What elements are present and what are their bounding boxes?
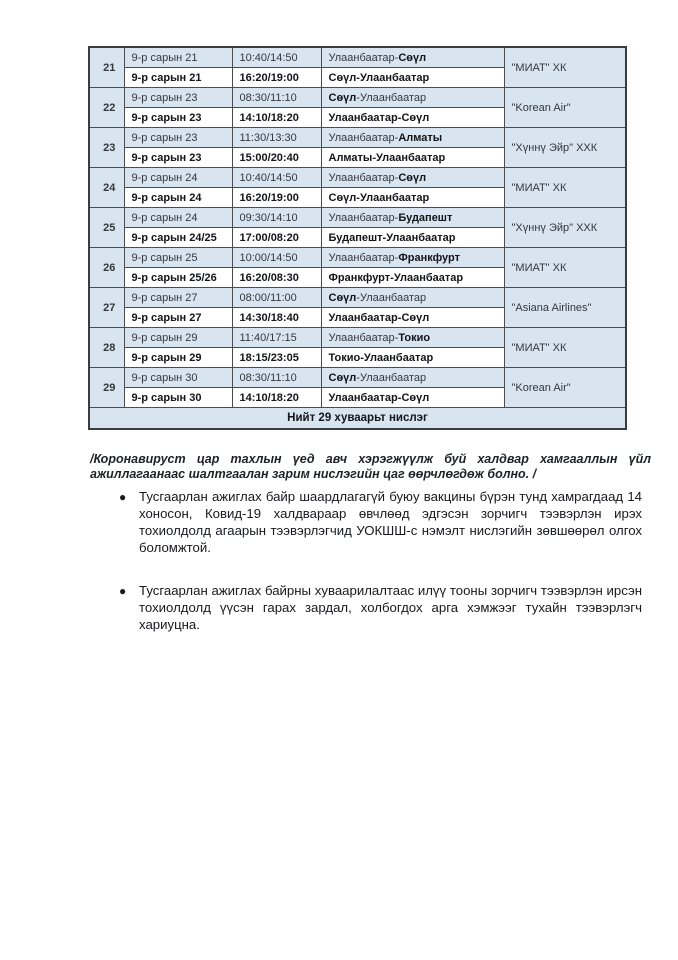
time-cell: 08:00/11:00	[232, 288, 321, 308]
bullet-text: Тусгаарлан ажиглах байрны хуваарилалтаас илүү тооны зорчигч тээвэрлэн ирсэн тохиолдолд үүсэн гарах зардал, холбогдох арга хэмжээг тухайн тээвэрлэгч хариуцна.	[139, 583, 642, 632]
route-city-bold: Алматы	[398, 131, 443, 144]
list-item	[119, 582, 642, 633]
bullet-text: Тусгаарлан ажиглах байр шаардлагагүй буюу вакцины бүрэн тунд хамрагдаад 14 хоносон, Ковид-19 халдвараар өвчлөөд эдгэсэн зорчигч тээвэрлэн ирэх тохиолдолд агаарын тээвэрлэгчид УОКШШ-с нэмэлт нислэгийн зөвшөөрөл олгох боломжтой.	[139, 489, 642, 555]
route-city: -Улаанбаатар	[356, 91, 427, 104]
airline-cell: "МИАТ" ХК	[504, 248, 626, 288]
date-cell: 9-р сарын 23	[124, 88, 232, 108]
airline-cell: "МИАТ" ХК	[504, 328, 626, 368]
airline-cell: "Хүннү Эйр" ХХК	[504, 208, 626, 248]
time-cell: 10:40/14:50	[232, 47, 321, 68]
route-city-bold: Улаанбаатар-	[328, 111, 402, 124]
route-city-bold: Токио	[398, 331, 431, 344]
bullet-icon: ●	[119, 490, 127, 504]
route-city-bold: Алматы	[328, 151, 373, 164]
route-city: Улаанбаатар-	[328, 131, 399, 144]
route-cell	[321, 228, 504, 248]
date-cell: 9-р сарын 27	[124, 288, 232, 308]
flight-schedule-table	[88, 46, 627, 430]
total-flights-label: Нийт 29 хуваарьт нислэг	[89, 408, 626, 430]
route-cell	[321, 308, 504, 328]
flight-row-outbound	[89, 248, 626, 268]
route-city-bold: Улаанбаатар-	[328, 311, 402, 324]
row-number-cell: 21	[89, 47, 124, 88]
flight-row-outbound	[89, 168, 626, 188]
route-city-bold: Сөүл	[398, 51, 427, 64]
airline-cell: "Хүннү Эйр" ХХК	[504, 128, 626, 168]
airline-cell: "МИАТ" ХК	[504, 47, 626, 88]
date-cell: 9-р сарын 23	[124, 128, 232, 148]
time-cell: 11:40/17:15	[232, 328, 321, 348]
airline-cell: "Asiana Airlines"	[504, 288, 626, 328]
flight-table-body	[89, 47, 626, 408]
flight-row-outbound	[89, 288, 626, 308]
route-city: Улаанбаатар-	[328, 331, 399, 344]
route-cell	[321, 128, 504, 148]
date-cell: 9-р сарын 25/26	[124, 268, 232, 288]
route-city-bold: -Улаанбаатар	[382, 231, 456, 244]
date-cell: 9-р сарын 24	[124, 168, 232, 188]
date-cell: 9-р сарын 24	[124, 188, 232, 208]
time-cell: 14:30/18:40	[232, 308, 321, 328]
time-cell: 17:00/08:20	[232, 228, 321, 248]
date-cell: 9-р сарын 29	[124, 328, 232, 348]
time-cell: 14:10/18:20	[232, 388, 321, 408]
date-cell: 9-р сарын 21	[124, 68, 232, 88]
route-city: -Улаанбаатар	[356, 371, 427, 384]
route-city-bold: Сөүл	[328, 91, 357, 104]
route-cell	[321, 248, 504, 268]
date-cell: 9-р сарын 30	[124, 368, 232, 388]
route-cell	[321, 208, 504, 228]
time-cell: 10:00/14:50	[232, 248, 321, 268]
flight-row-outbound	[89, 47, 626, 68]
date-cell: 9-р сарын 30	[124, 388, 232, 408]
route-city: Улаанбаатар-	[328, 211, 399, 224]
flight-row-outbound	[89, 128, 626, 148]
date-cell: 9-р сарын 23	[124, 108, 232, 128]
time-cell: 15:00/20:40	[232, 148, 321, 168]
date-cell: 9-р сарын 27	[124, 308, 232, 328]
flight-row-outbound	[89, 328, 626, 348]
route-cell	[321, 388, 504, 408]
route-cell	[321, 68, 504, 88]
route-cell	[321, 108, 504, 128]
route-city-bold: Сөүл	[328, 291, 357, 304]
route-city-bold: Сөүл	[328, 71, 357, 84]
table-footer-row	[89, 408, 626, 430]
row-number-cell: 27	[89, 288, 124, 328]
time-cell: 08:30/11:10	[232, 88, 321, 108]
conditions-list	[119, 488, 642, 659]
route-city-bold: Будапешт	[328, 231, 383, 244]
row-number-cell: 29	[89, 368, 124, 408]
date-cell: 9-р сарын 24	[124, 208, 232, 228]
route-cell	[321, 328, 504, 348]
row-number-cell: 22	[89, 88, 124, 128]
route-city-bold: Сөүл	[328, 371, 357, 384]
route-city: Улаанбаатар-	[328, 171, 399, 184]
airline-cell: "Korean Air"	[504, 368, 626, 408]
route-cell	[321, 368, 504, 388]
time-cell: 10:40/14:50	[232, 168, 321, 188]
route-city: -Улаанбаатар	[356, 291, 427, 304]
date-cell: 9-р сарын 23	[124, 148, 232, 168]
route-cell	[321, 348, 504, 368]
row-number-cell: 24	[89, 168, 124, 208]
date-cell: 9-р сарын 29	[124, 348, 232, 368]
schedule-change-note: /Коронавируст цар тахлын үед авч хэрэгжүүлж буй халдвар хамгааллын үйл ажиллагаанаас шалтгаалан зарим нислэгийн цаг өөрчлөгдөж болно. /	[90, 451, 651, 481]
route-cell	[321, 47, 504, 68]
flight-row-outbound	[89, 88, 626, 108]
list-item	[119, 488, 642, 556]
date-cell: 9-р сарын 24/25	[124, 228, 232, 248]
airline-cell: "Korean Air"	[504, 88, 626, 128]
route-city-bold: Сөүл	[398, 171, 427, 184]
route-cell	[321, 88, 504, 108]
route-city-bold: Сөүл	[328, 191, 357, 204]
route-city-bold: Токио	[328, 351, 361, 364]
route-cell	[321, 268, 504, 288]
route-cell	[321, 188, 504, 208]
route-city-bold: Будапешт	[398, 211, 453, 224]
time-cell: 18:15/23:05	[232, 348, 321, 368]
row-number-cell: 28	[89, 328, 124, 368]
flight-row-outbound	[89, 208, 626, 228]
route-cell	[321, 168, 504, 188]
time-cell: 16:20/08:30	[232, 268, 321, 288]
route-city-bold: -Улаанбаатар	[372, 151, 446, 164]
airline-cell: "МИАТ" ХК	[504, 168, 626, 208]
time-cell: 09:30/14:10	[232, 208, 321, 228]
route-city-bold: Франкфурт	[398, 251, 460, 264]
route-city-bold: Улаанбаатар-	[328, 391, 402, 404]
date-cell: 9-р сарын 21	[124, 47, 232, 68]
time-cell: 16:20/19:00	[232, 68, 321, 88]
route-city-bold: Сөүл	[401, 311, 430, 324]
bullet-icon: ●	[119, 584, 127, 598]
route-city: Улаанбаатар-	[328, 51, 399, 64]
time-cell: 11:30/13:30	[232, 128, 321, 148]
row-number-cell: 26	[89, 248, 124, 288]
route-city-bold: -Улаанбаатар	[390, 271, 464, 284]
time-cell: 16:20/19:00	[232, 188, 321, 208]
date-cell: 9-р сарын 25	[124, 248, 232, 268]
row-number-cell: 23	[89, 128, 124, 168]
route-city-bold: Сөүл	[401, 391, 430, 404]
time-cell: 08:30/11:10	[232, 368, 321, 388]
route-city-bold: Франкфурт	[328, 271, 391, 284]
time-cell: 14:10/18:20	[232, 108, 321, 128]
route-cell	[321, 148, 504, 168]
route-city-bold: Сөүл	[401, 111, 430, 124]
route-city-bold: -Улаанбаатар	[356, 191, 430, 204]
route-city-bold: -Улаанбаатар	[356, 71, 430, 84]
route-city-bold: -Улаанбаатар	[360, 351, 434, 364]
route-city: Улаанбаатар-	[328, 251, 399, 264]
route-cell	[321, 288, 504, 308]
flight-row-outbound	[89, 368, 626, 388]
row-number-cell: 25	[89, 208, 124, 248]
